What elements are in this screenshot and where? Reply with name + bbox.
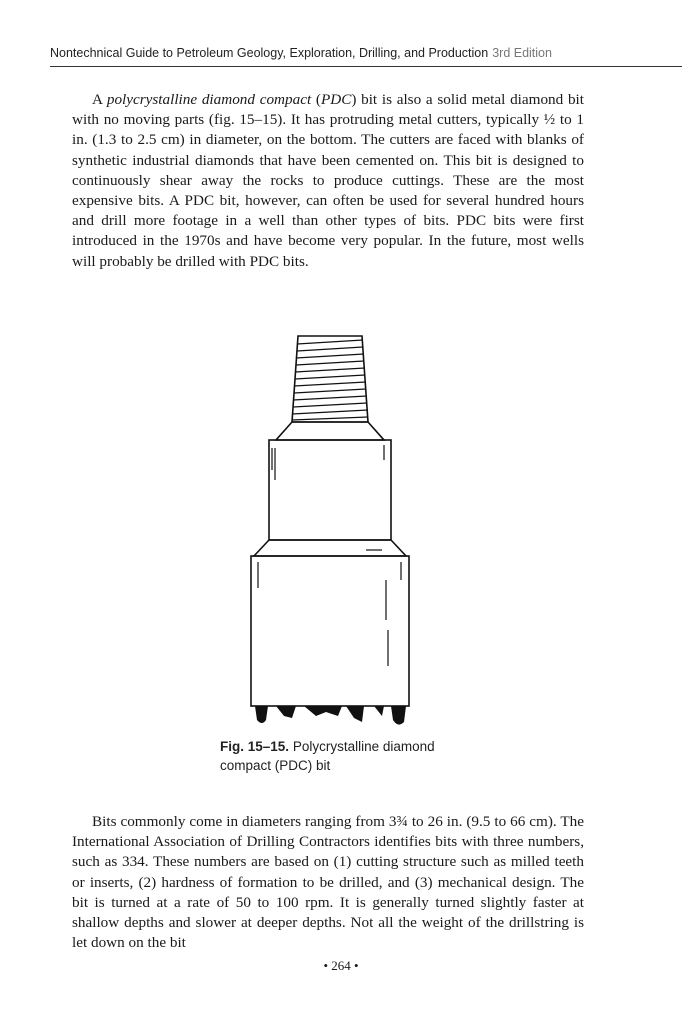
figure-caption-text: Polycrystalline diamond compact (PDC) bit [220,739,435,773]
pdc-bit-illustration [246,330,414,730]
paragraph-bit-diameters [72,812,584,953]
header-edition: 3rd Edition [492,46,552,60]
running-header [50,46,682,60]
page-number: • 264 • [323,958,359,973]
figure-label: Fig. 15–15. [220,739,290,754]
para1-prefix: A [92,91,107,108]
para1-abbrev: PDC [320,91,352,108]
para1-rest: ) bit is also a solid metal diamond bit with no moving parts (fig. 15–15). It has protruding metal cutters, typically ½ to 1 in. (1.3 to 2.5 cm) in diameter, on the bottom. The cutters are faced with blanks of synthetic industrial diamonds that have been cemented on. This bit is designed to continuously shear away the rocks to produce cuttings. These are the most expensive bits. A PDC bit, however, can often be used for several hundred hours and drill more footage in a well than other types of bits. PDC bits were first introduced in the 1970s and have become very popular. In the future, most wells will probably be drilled with PDC bits. [72,91,584,270]
shoulder [276,422,384,440]
para1-paren: ( [311,91,321,108]
figure-caption [220,737,460,775]
para1-term: polycrystalline diamond compact [106,91,312,108]
header-title: Nontechnical Guide to Petroleum Geology, Exploration, Drilling, and Production [50,46,489,60]
header-rule [50,66,682,67]
bit-body [251,556,409,706]
transition [254,540,406,556]
neck [269,440,391,540]
thread-lines [292,340,368,420]
para2-text: Bits commonly come in diameters ranging from 3¾ to 26 in. (9.5 to 66 cm). The International Association of Drilling Contractors identifies bits with three numbers, such as 334. These numbers are based on (1) cutting structure such as milled teeth or inserts, (2) hardness of formation to be drilled, and (3) mechanical design. The bit is turned at a rate of 50 to 100 rpm. It is generally turned slightly faster at shallow depths and slower at deeper depths. Not all the weight of the drillstring is let down on the bit [72,813,584,952]
pdc-cutters [255,706,406,725]
paragraph-pdc-description [72,90,584,272]
